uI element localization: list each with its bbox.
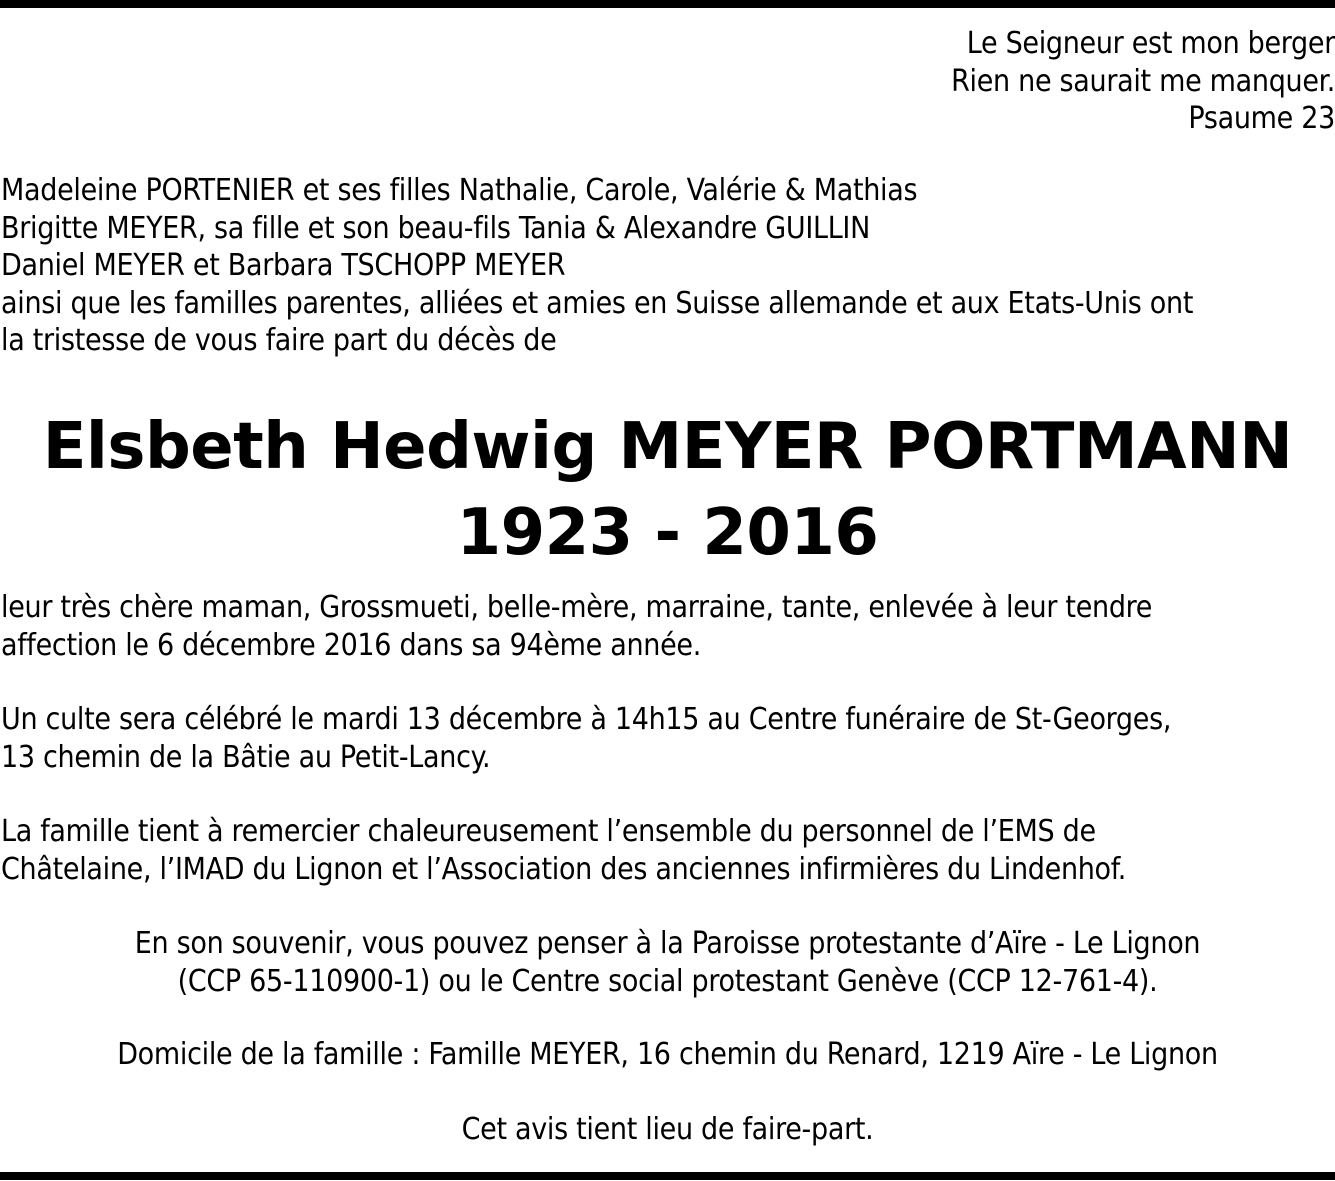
paragraph-line: En son souvenir, vous pouvez penser à la Paroisse protestante d’Aïre - Le Lignon xyxy=(134,926,1201,961)
bottom-border-rule xyxy=(0,1172,1335,1180)
address-line: Domicile de la famille : Famille MEYER, 16 chemin du Renard, 1219 Aïre - Le Lignon xyxy=(117,1037,1218,1072)
top-border-rule xyxy=(0,0,1335,8)
description-paragraph xyxy=(1,589,1335,664)
family-line: la tristesse de vous faire part du décès de xyxy=(1,323,557,358)
paragraph-line: affection le 6 décembre 2016 dans sa 94ème année. xyxy=(1,627,701,663)
deceased-years: 1923 - 2016 xyxy=(456,496,879,570)
family-line: ainsi que les familles parentes, alliées et amies en Suisse allemande et aux Etats-Unis ont xyxy=(1,285,1194,321)
donations-paragraph xyxy=(0,925,1335,1000)
family-line: Madeleine PORTENIER et ses filles Nathalie, Carole, Valérie & Mathias xyxy=(1,173,918,208)
verse-line-2: Rien ne saurait me manquer. xyxy=(951,63,1335,99)
deceased-heading xyxy=(0,404,1335,576)
paragraph-line: 13 chemin de la Bâtie au Petit-Lancy. xyxy=(1,739,491,775)
paragraph-line: Châtelaine, l’IMAD du Lignon et l’Association des anciennes infirmières du Lindenhof. xyxy=(1,851,1127,887)
closing-line: Cet avis tient lieu de faire-part. xyxy=(461,1112,874,1147)
family-announcement xyxy=(1,172,1335,360)
family-line: Brigitte MEYER, sa fille et son beau-fils Tania & Alexandre GUILLIN xyxy=(1,210,870,246)
family-address xyxy=(0,1036,1335,1074)
verse-reference: Psaume 23 xyxy=(1188,101,1335,136)
family-line: Daniel MEYER et Barbara TSCHOPP MEYER xyxy=(1,248,566,283)
paragraph-line: (CCP 65-110900-1) ou le Centre social protestant Genève (CCP 12-761-4). xyxy=(177,963,1158,999)
paragraph-line: La famille tient à remercier chaleureusement l’ensemble du personnel de l’EMS de xyxy=(1,814,1096,849)
closing-note xyxy=(0,1111,1335,1149)
thanks-paragraph xyxy=(1,813,1335,888)
psalm-verse xyxy=(0,25,1335,138)
verse-line-1: Le Seigneur est mon berger xyxy=(966,26,1335,61)
deceased-name: Elsbeth Hedwig MEYER PORTMANN xyxy=(42,410,1293,484)
paragraph-line: Un culte sera célébré le mardi 13 décembre à 14h15 au Centre funéraire de St-Georges, xyxy=(1,702,1172,737)
paragraph-line: leur très chère maman, Grossmueti, belle-mère, marraine, tante, enlevée à leur tendre xyxy=(1,590,1153,625)
service-paragraph xyxy=(1,701,1335,776)
